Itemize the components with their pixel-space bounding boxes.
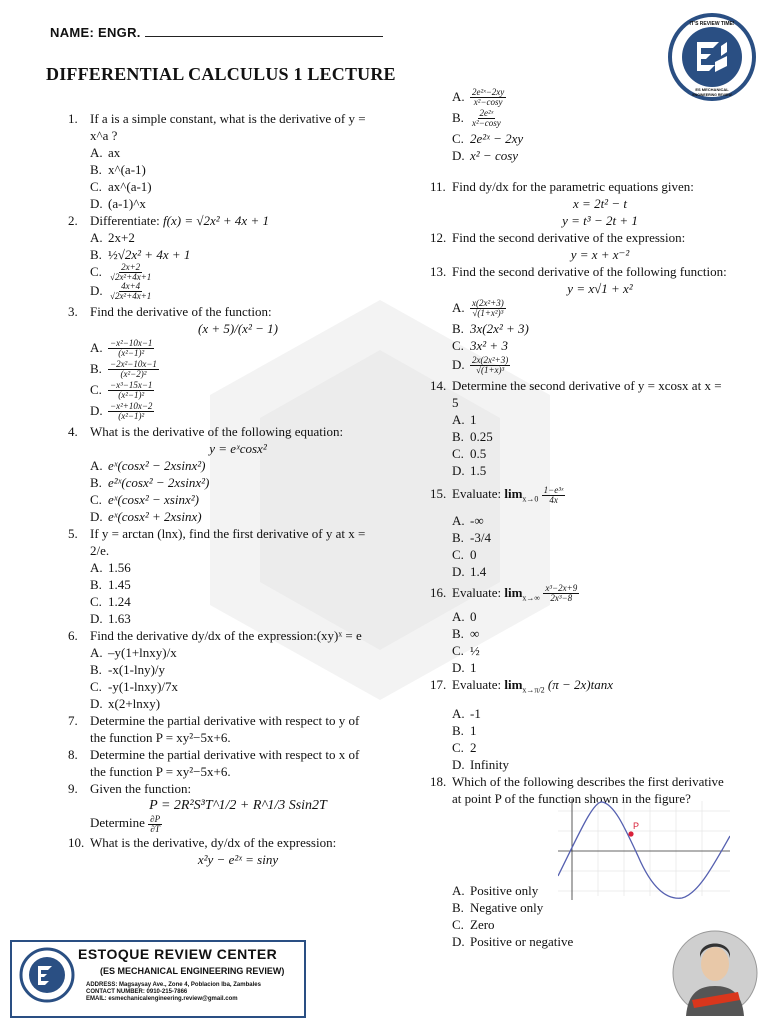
question-14: 14. Determine the second derivative of y = xcosx at x = 5 xyxy=(430,378,722,410)
function-graph xyxy=(558,796,730,902)
question-17: 17. Evaluate: $\lim_{x\to\pi/2} (\pi - 2x)\tan x$ xyxy=(430,677,614,695)
footer-contact: CONTACT NUMBER: 0910-215-7866 xyxy=(86,989,188,995)
question-1: 1. If a is a simple constant, what is the derivative of y = x^a ? xyxy=(68,111,366,143)
question-4: 4. What is the derivative of the following equation: xyxy=(68,424,344,439)
footer-email: EMAIL: esmechanicalengineering.review@gmail.com xyxy=(86,996,238,1002)
point-p xyxy=(628,831,633,836)
question-16: 16. Evaluate: $\lim_{x\to\infty}$ $\frac{\text{x³−2x+9}}{\text{2x³−8}}$ xyxy=(430,583,578,604)
question-11: 11. Find dy/dx for the parametric equations given: xyxy=(430,179,694,194)
footer-title: ESTOQUE REVIEW CENTER xyxy=(78,946,278,962)
question-7: 7. Determine the partial derivative with respect to y of the function P = xy²−5x+6. xyxy=(68,713,360,745)
name-blank-line xyxy=(145,26,383,37)
question-18: 18. Which of the following describes the first derivative at point P of the function shown in the figure? xyxy=(430,773,724,806)
question-5: 5. If y = arctan (lnx), find the first derivative of y at x = 2/e. xyxy=(68,526,366,558)
question-3: 3. Find the derivative of the function: xyxy=(68,304,272,319)
sine-curve xyxy=(558,802,730,898)
svg-text:ES MECHANICAL: ES MECHANICAL xyxy=(695,87,729,92)
footer-logo-icon xyxy=(18,946,76,1008)
left-column: 1. If a is a simple constant, what is the derivative of y = x^a ? A. ax B. x^(a-1) C. ax^(a-1) D. (a-1)^x 2. Differentiate: f(x) = √2x² + 4x + 1 A. 2x+2 B. ½√2x² + 4x + 1 C. $\frac{2x+2}{\text{√2x²+4x+1}}$ D. $\frac{4x+4}{\text{√2x²+4x+1}}$ 3. Find the derivative of the function: (x + 5)/(x² − 1) A. $\frac{\text{−x²−10x−1}}{\text{(x²−1)²}}$ B. $\frac{\text{−2x²−10x−1}}{\text{(x²−2)²}}$ C. $\frac{\text{−x³−15x−1}}{\text{(x²−1)²}}$ D. $\frac{\text{−x²+10x−2}}{\text{(x²−1)²}}$ 4. What is the derivative of the following equation: y = eˣcosx² A. eˣ(cosx² − 2xsinx²) B. e²ˣ(cosx² − 2xsinx²) C. eˣ(cosx² − xsinx²) D. eˣ(cosx² + 2xsinx) 5. If y = arctan (lnx), find the first derivative of y at x = 2/e. A. 1.56 B. 1.45 C. 1.24 D. 1.63 6. Find the derivative dy/dx of the expression:(xy)ˣ = e A. –y(1+lnxy)/x B. -x(1-lny)/y C. -y(1-lnxy)/7x D. x(2+lnxy) 7. Determine the partial derivative with respect to y of the function P = xy²−5x+6. 8. Determine the partial derivative with respect to x of the function P = xy²−5x+6. 9. Given the function: P = 2R²S³T^1/2 + R^1/3 Ssin2T Determine $\frac{\partial P}{\partial T}$ 10. What is the derivative, dy/dx of the expression: x²y − e²ˣ = siny xyxy=(68,110,368,868)
question-12: 12. Find the second derivative of the expression: xyxy=(430,230,686,245)
footer-subtitle: (ES MECHANICAL ENGINEERING REVIEW) xyxy=(100,966,285,976)
svg-text:IT'S REVIEW TIME!: IT'S REVIEW TIME! xyxy=(689,21,735,27)
name-field: NAME: ENGR. xyxy=(50,25,383,40)
question-18-options: A. Positive only B. Negative only C. Zero D. Positive or negative xyxy=(452,883,574,949)
page-title: DIFFERENTIAL CALCULUS 1 LECTURE xyxy=(46,64,396,84)
question-9: 9. Given the function: xyxy=(68,781,192,796)
svg-text:ENGINEERING REVIEW: ENGINEERING REVIEW xyxy=(692,93,732,97)
question-15: 15. Evaluate: $\lim_{x\to 0}$ $\frac{\text{1−e³ˣ}}{4x}$ xyxy=(430,484,564,505)
footer-address: ADDRESS: Magsaysay Ave., Zone 4, Poblacion Iba, Zambales xyxy=(86,982,261,988)
question-6: 6. Find the derivative dy/dx of the expression:(xy)ˣ = e xyxy=(68,628,362,643)
question-13: 13. Find the second derivative of the following function: xyxy=(430,264,727,279)
question-10: 10. What is the derivative, dy/dx of the expression: xyxy=(68,834,337,850)
avatar xyxy=(672,930,758,1016)
question-2: 2. Differentiate: f(x) = √2x² + 4x + 1 xyxy=(68,213,269,228)
svg-text:P: P xyxy=(633,821,640,831)
right-column: A. $\frac{\text{2e²ˣ−2xy}}{\text{x²−cosy}}$ B. $\frac{\text{2e²ˣ}}{\text{x²−cosy}}$ C. 2e²ˣ − 2xy D. x² − cosy 11. Find dy/dx for the parametric equations given: x = 2t² − t y = t³ − 2t + 1 12. Find the second derivative of the expression: y = x + x⁻² 13. Find the second derivative of the following function: y = x√1 + x² A. $\frac{\text{x(2x²+3)}}{\text{√(1+x²)³}}$ B. 3x(2x² + 3) C. 3x² + 3 D. $\frac{\text{2x(2x²+3)}}{\text{√(1+x)³}}$ 14. Determine the second derivative of y = xcosx at x = 5 A. 1 B. 0.25 C. 0.5 D. 1.5 15. Evaluate: $\lim_{x\to 0}$ $\frac{\text{1−e³ˣ}}{4x}$ A. -∞ B. -3/4 C. 0 D. 1.4 16. Evaluate: $\lim_{x\to\infty}$ $\frac{\text{x³−2x+9}}{\text{2x³−8}}$ A. 0 B. ∞ C. ½ D. 1 17. Evaluate: $\lim_{x\to\pi/2} (\pi - 2x)\tan x$ A. -1 B. 1 C. 2 D. Infinity 18. Which of the following describes the first derivative at point P of the function shown in the figure? xyxy=(430,86,730,807)
question-8: 8. Determine the partial derivative with respect to x of the function P = xy²−5x+6. xyxy=(68,747,360,779)
